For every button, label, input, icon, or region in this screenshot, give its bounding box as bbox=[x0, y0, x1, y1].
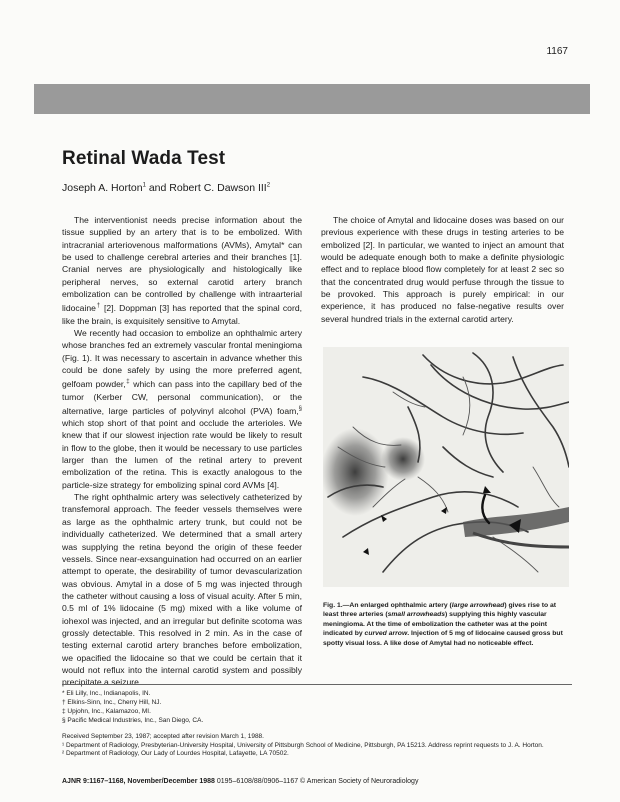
header-band bbox=[34, 84, 590, 114]
right-column bbox=[321, 214, 564, 325]
received-note: Received September 23, 1987; accepted after revision March 1, 1988. bbox=[62, 732, 264, 740]
author-1-affiliation-mark: 1 bbox=[142, 182, 146, 189]
affiliation: ² Department of Radiology, Our Lady of Lourdes Hospital, Lafayette, LA 70502. bbox=[62, 750, 289, 758]
footnote: § Pacific Medical Industries, Inc., San Diego, CA. bbox=[62, 716, 204, 724]
paragraph bbox=[62, 214, 302, 327]
paragraph: The choice of Amytal and lidocaine doses was based on our previous experience with these drugs in testing arteries to be embolized [2]. In particular, we wanted to inject an amount that would be adequate enough both to make a definite physiologic effect and to replace blood flow completely for at least 2 sec so that the concentrated drug would perfuse through the tissue to be provoked. This approach is purely empirical: in our experience, it has produced no false-negative results over several hundred trials in the external carotid artery. bbox=[321, 215, 564, 324]
text-run: We recently had occasion to embolize an ophthalmic artery whose branches fed an extremely vascular frontal meningioma (Fig. 1). It was necessary to ascertain in advance whether this could be done safely by using the more preferred agent, gelfoam powder, bbox=[62, 327, 302, 390]
article-title: Retinal Wada Test bbox=[62, 148, 226, 169]
paragraph bbox=[62, 327, 302, 491]
author-line bbox=[62, 182, 270, 194]
caption-text: ) supplying this highly vascular meningioma. At the time of embolization the catheter was at the point indicated by bbox=[323, 611, 548, 638]
caption-emphasis: curved arrow bbox=[364, 630, 408, 638]
author-joiner: and bbox=[145, 182, 170, 194]
author-2-affiliation-mark: 2 bbox=[266, 182, 271, 189]
caption-emphasis: small arrowheads bbox=[387, 611, 446, 619]
caption-text: ) gives rise to at least three arteries ( bbox=[323, 602, 557, 619]
copyright-line: 0195–6108/88/0906–1167 © American Society of Neuroradiology bbox=[214, 778, 419, 785]
paragraph: The right ophthalmic artery was selectively catheterized by transfemoral approach. The feeder vessels themselves were as large as the ophthalmic artery trunk, but could not be individually catheterized. We determined that a small artery was supplying the retina beyond the origin of these feeder vessels. Since near-exsanguination had occurred on an earlier attempt to operate, the desirability of tumor devascularization was obvious. Amytal in a dose of 5 mg was injected through the catheter without causing a loss of visual acuity. After 5 min, 0.5 ml of 1% lidocaine (5 mg) mixed with a like volume of iohexol was injected, and an irregular but definite scotoma was grossly detectable. This resolved in 2 min. As in the case of testing external carotid artery branches before embolization, we opacified the lidocaine so that we could be certain that it would not reflux into the internal carotid system and possibly precipitate a seizure. bbox=[62, 492, 302, 688]
text-run: The interventionist needs precise information about the tissue supplied by an artery that is to be embolized. With intracranial arteriovenous malformations (AVMs), Amytal* can be used to challenge cerebral arteries and their branches [1]. Cranial nerves are physiologically and histologically like peripheral nerves, so external carotid artery branch embolization can be controlled by challenge with intraarterial lidocaine bbox=[62, 215, 302, 314]
footnotes bbox=[62, 690, 572, 759]
footnote: * Eli Lilly, Inc., Indianapolis, IN. bbox=[62, 690, 151, 697]
author-2: Robert C. Dawson III bbox=[169, 182, 267, 194]
affiliation: ¹ Department of Radiology, Presbyterian-University Hospital, University of Pittsburgh School of Medicine, Pittsburgh, PA 15213. Address reprint requests to J. A. Horton. bbox=[62, 741, 544, 749]
text-run: which can pass into the capillary bed of the tumor (Kerber CW, personal communication), or the alternative, large particles of polyvinyl alcohol (PVA) foam, bbox=[62, 379, 302, 416]
footnote-divider bbox=[62, 684, 572, 685]
author-1: Joseph A. Horton bbox=[62, 182, 143, 194]
footnote-mark: § bbox=[298, 405, 302, 412]
citation: AJNR 9:1167–1168, November/December 1988 bbox=[62, 778, 215, 785]
caption-emphasis: large arrowhead bbox=[451, 602, 505, 609]
page-number: 1167 bbox=[546, 46, 568, 57]
footnote-mark: † bbox=[95, 303, 101, 310]
footnote: ‡ Upjohn, Inc., Kalamazoo, MI. bbox=[62, 707, 151, 715]
caption-text: . Injection of 5 mg of lidocaine caused gross but spotty visual loss. A like dose of Amytal had no noticeable effect. bbox=[323, 630, 563, 647]
left-column bbox=[62, 214, 302, 689]
figure-caption bbox=[323, 601, 567, 648]
text-run: [2]. Doppman [3] has reported that the spinal cord, like the brain, is exquisitely sensitive to Amytal. bbox=[62, 303, 302, 326]
text-run: which stop short of that point and occlude the arterioles. We knew that if our slowest injection rate would be likely to result in flow to the globe, then it would be necessary to use particles larger than the lumen of the retinal artery to prevent embolization of the retina. This is exactly analogous to the particle-size strategy for embolizing spinal cord AVMs [4]. bbox=[62, 418, 302, 490]
caption-text: Fig. 1.—An enlarged ophthalmic artery ( bbox=[323, 602, 452, 609]
journal-citation bbox=[62, 778, 418, 785]
footnote-mark: ‡ bbox=[125, 379, 131, 386]
footnote: † Elkins-Sinn, Inc., Cherry Hill, NJ. bbox=[62, 698, 162, 706]
angiogram-figure bbox=[323, 347, 569, 587]
